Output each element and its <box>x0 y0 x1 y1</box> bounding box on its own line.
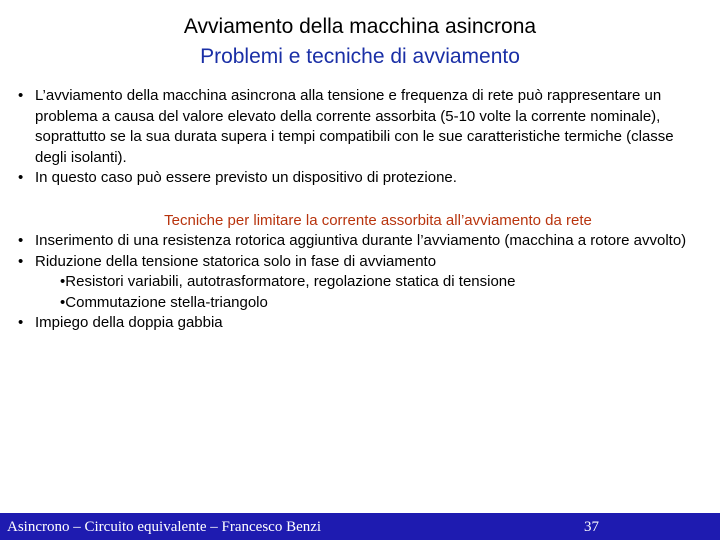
intro-bullet-text: In questo caso può essere previsto un dispositivo di protezione. <box>35 169 457 186</box>
footer-text: Asincrono – Circuito equivalente – Francesco Benzi <box>7 519 322 535</box>
slide-title: Avviamento della macchina asincrona <box>183 15 537 38</box>
technique-subitem <box>18 272 698 293</box>
bullet-marker: • <box>18 87 24 104</box>
bullet-marker: • <box>18 314 24 331</box>
slide-content <box>18 86 698 334</box>
technique-bullet <box>18 231 698 252</box>
technique-subitem <box>18 293 698 314</box>
technique-text: Riduzione della tensione statorica solo in fase di avviamento <box>35 252 437 270</box>
technique-text: Impiego della doppia gabbia <box>35 314 223 331</box>
page-number: 37 <box>584 519 599 535</box>
subitem-text: Resistori variabili, autotrasformatore, regolazione statica di tensione <box>65 273 516 290</box>
technique-text: Inserimento di una resistenza rotorica aggiuntiva durante l’avviamento (macchina a rotore avvolto) <box>35 232 687 249</box>
intro-bullet <box>18 168 698 189</box>
bullet-marker: • <box>18 169 24 186</box>
subitem-marker: • <box>60 293 66 311</box>
bullet-marker: • <box>18 232 24 249</box>
subitem-text: Commutazione stella-triangolo <box>65 293 268 311</box>
technique-bullet <box>18 313 698 334</box>
subitem-marker: • <box>60 273 66 290</box>
intro-bullet <box>18 86 698 168</box>
technique-bullet <box>18 252 698 273</box>
techniques-heading: Tecniche per limitare la corrente assorbita all’avviamento da rete <box>164 211 592 229</box>
bullet-marker: • <box>18 252 24 270</box>
footer-bar <box>0 513 720 540</box>
intro-bullet-text: L’avviamento della macchina asincrona alla tensione e frequenza di rete può rappresentare un problema a causa del valore elevato della corrente assorbita (5-10 volte la corrente nominale), soprattutto se la sua durata supera i tempi compatibili con le sue caratteristiche termiche (classe degli isolanti). <box>35 87 674 166</box>
slide-subtitle: Problemi e tecniche di avviamento <box>200 45 520 68</box>
